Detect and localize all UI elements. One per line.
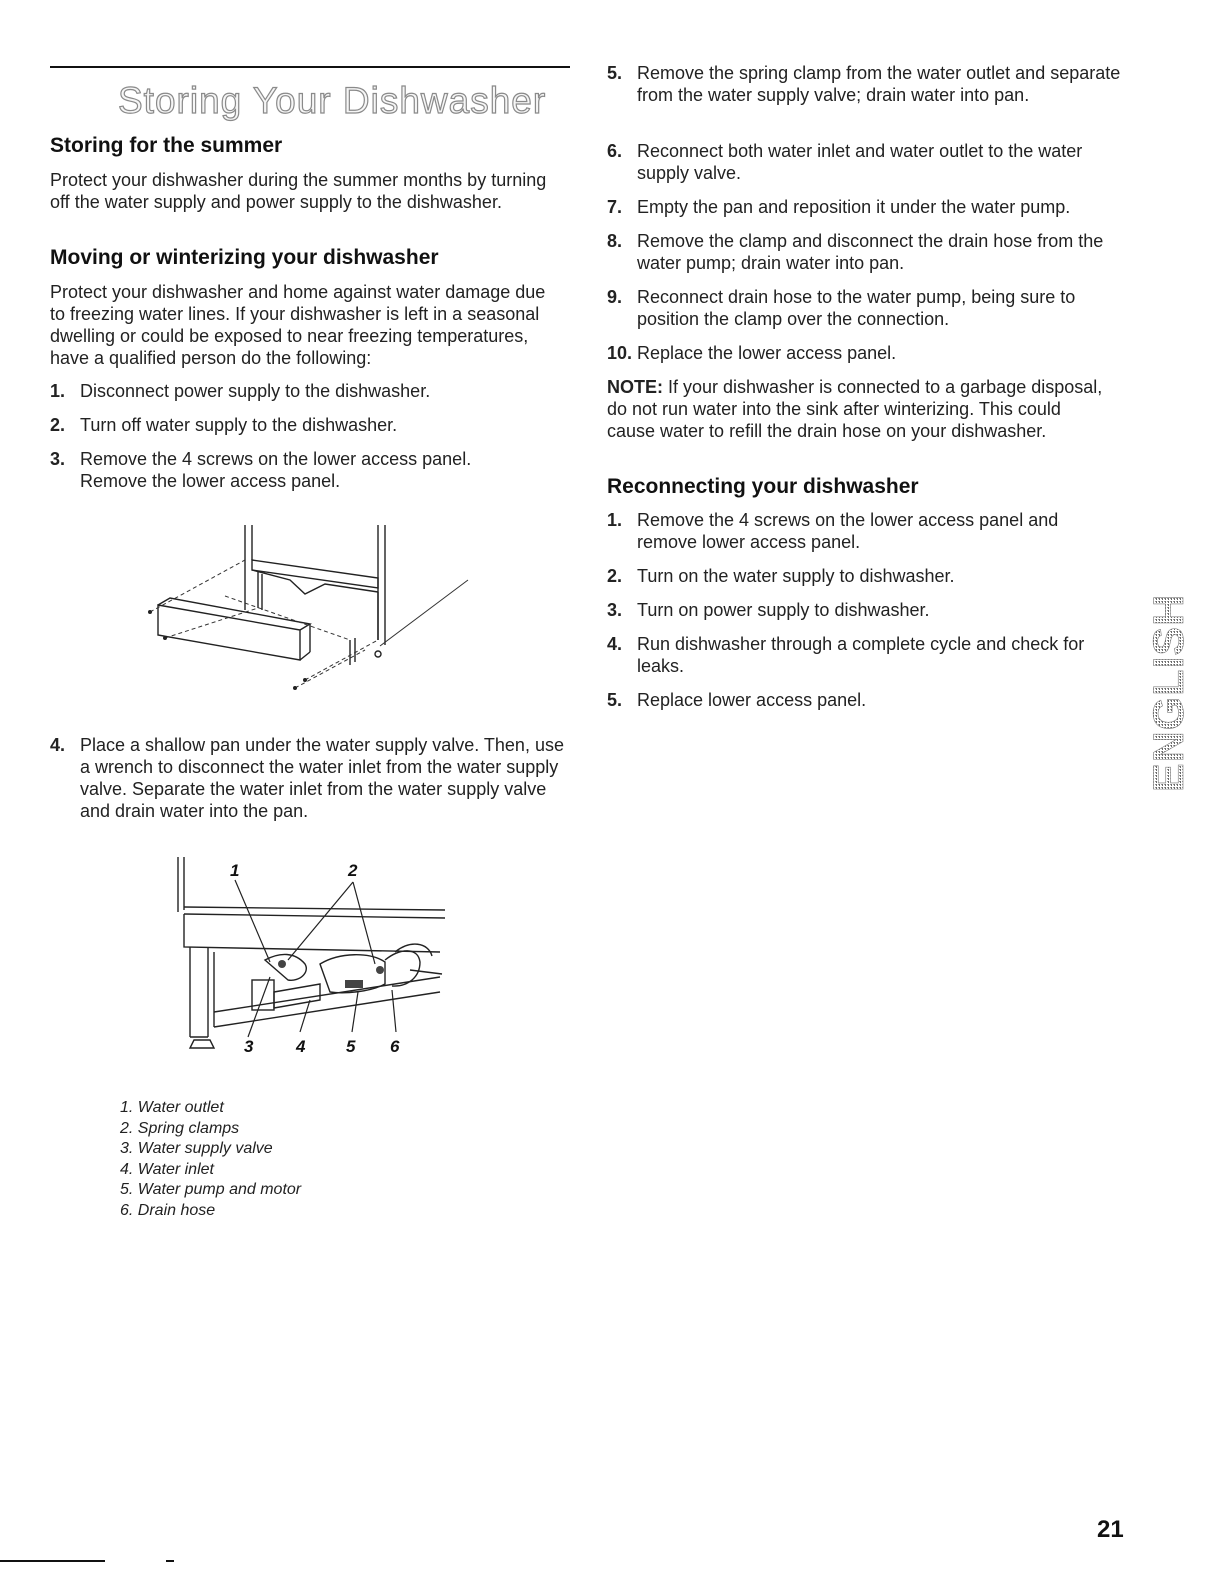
step-number: 1.: [50, 381, 66, 401]
note-text: If your dishwasher is connected to a garbage disposal, do not run water into the sink after winterizing. This could cause water to refill the drain hose on your dishwasher.: [607, 377, 1103, 441]
step-number: 4.: [607, 634, 623, 654]
reconnect-step-2: [607, 565, 1107, 587]
legend-item: 1. Water outlet: [120, 1099, 224, 1116]
step-number: 10.: [607, 343, 633, 363]
winter-step-2: [50, 414, 550, 436]
page-number: 21: [1097, 1516, 1124, 1543]
winter-step-10: [607, 342, 1107, 364]
step-number: 5.: [607, 63, 623, 83]
step-text: Replace lower access panel.: [637, 690, 867, 710]
side-tab-label: ENGLISH: [1145, 593, 1193, 792]
reconnect-heading: Reconnecting your dishwasher: [607, 475, 919, 498]
note-label: NOTE:: [607, 377, 663, 397]
step-text: Remove the spring clamp from the water outlet and separate from the water supply valve; drain water into pan.: [637, 63, 1121, 105]
step-text: Turn off water supply to the dishwasher.: [80, 415, 398, 435]
step-text: Reconnect drain hose to the water pump, being sure to position the clamp over the connection.: [637, 287, 1076, 329]
step-number: 8.: [607, 231, 623, 251]
winter-body: Protect your dishwasher and home against water damage due to freezing water lines. If your dishwasher is left in a seasonal dwelling or could be exposed to near freezing temperatures, have a qualified person do the following:: [50, 282, 546, 368]
step-text: Replace the lower access panel.: [637, 343, 897, 363]
language-side-tab: [1145, 562, 1193, 792]
water-components-illustration: [170, 852, 460, 1062]
title-rule: [50, 66, 570, 68]
step-text: Disconnect power supply to the dishwasher.: [80, 381, 431, 401]
callout-3: 3: [244, 1037, 254, 1056]
legend-item: 2. Spring clamps: [120, 1119, 240, 1137]
reconnect-step-1: [607, 509, 1117, 553]
summer-heading: Storing for the summer: [50, 134, 283, 157]
winter-step-7: [607, 196, 1147, 218]
callout-1: 1: [230, 861, 240, 880]
reconnect-step-4: [607, 633, 1112, 677]
winter-step-9: [607, 286, 1117, 330]
step-number: 9.: [607, 287, 623, 307]
step-number: 3.: [50, 449, 66, 469]
winter-step-1: [50, 380, 550, 402]
step-number: 5.: [607, 690, 623, 710]
winter-step-6: [607, 140, 1107, 184]
callout-6: 6: [390, 1037, 400, 1056]
step-text: Reconnect both water inlet and water outlet to the water supply valve.: [637, 141, 1083, 183]
winter-step-4: [50, 734, 570, 822]
legend-item: 3. Water supply valve: [120, 1140, 273, 1157]
reconnect-step-5: [607, 689, 1107, 711]
step-number: 3.: [607, 600, 623, 620]
page-title: Storing Your Dishwasher: [118, 80, 547, 121]
step-text: Remove the 4 screws on the lower access panel and remove lower access panel.: [637, 510, 1059, 552]
step-text: Turn on power supply to dishwasher.: [637, 600, 930, 620]
winterizing-note: [607, 376, 1112, 442]
figure-legend: [120, 1098, 301, 1221]
winter-step-5: [607, 62, 1127, 106]
legend-item: 6. Drain hose: [120, 1201, 216, 1219]
step-number: 1.: [607, 510, 623, 530]
step-text: Place a shallow pan under the water supply valve. Then, use a wrench to disconnect the water inlet from the water supply valve. Separate the water inlet from the water supply valve and drain water into the pan.: [80, 735, 564, 821]
step-number: 6.: [607, 141, 623, 161]
legend-item: 4. Water inlet: [120, 1160, 214, 1178]
step-number: 7.: [607, 197, 623, 217]
step-number: 4.: [50, 735, 66, 755]
step-text: Turn on the water supply to dishwasher.: [637, 566, 955, 586]
winter-step-8: [607, 230, 1132, 274]
step-text: Run dishwasher through a complete cycle and check for leaks.: [637, 634, 1085, 676]
legend-item: 5. Water pump and motor: [120, 1181, 302, 1198]
access-panel-illustration: [140, 520, 480, 695]
step-text: Empty the pan and reposition it under the water pump.: [637, 197, 1071, 217]
callout-5: 5: [346, 1037, 356, 1056]
step-text: Remove the 4 screws on the lower access panel. Remove the lower access panel.: [80, 449, 472, 491]
reconnect-step-3: [607, 599, 1107, 621]
callout-4: 4: [296, 1037, 306, 1056]
step-text: Remove the clamp and disconnect the drain hose from the water pump; drain water into pan.: [637, 231, 1104, 273]
footer-mark: [166, 1560, 174, 1562]
winter-heading: Moving or winterizing your dishwasher: [50, 246, 439, 269]
step-number: 2.: [607, 566, 623, 586]
step-number: 2.: [50, 415, 66, 435]
footer-rule: [0, 1560, 105, 1562]
callout-2: 2: [348, 861, 358, 880]
summer-body: Protect your dishwasher during the summer months by turning off the water supply and power supply to the dishwasher.: [50, 170, 547, 212]
winter-step-3: [50, 448, 530, 492]
